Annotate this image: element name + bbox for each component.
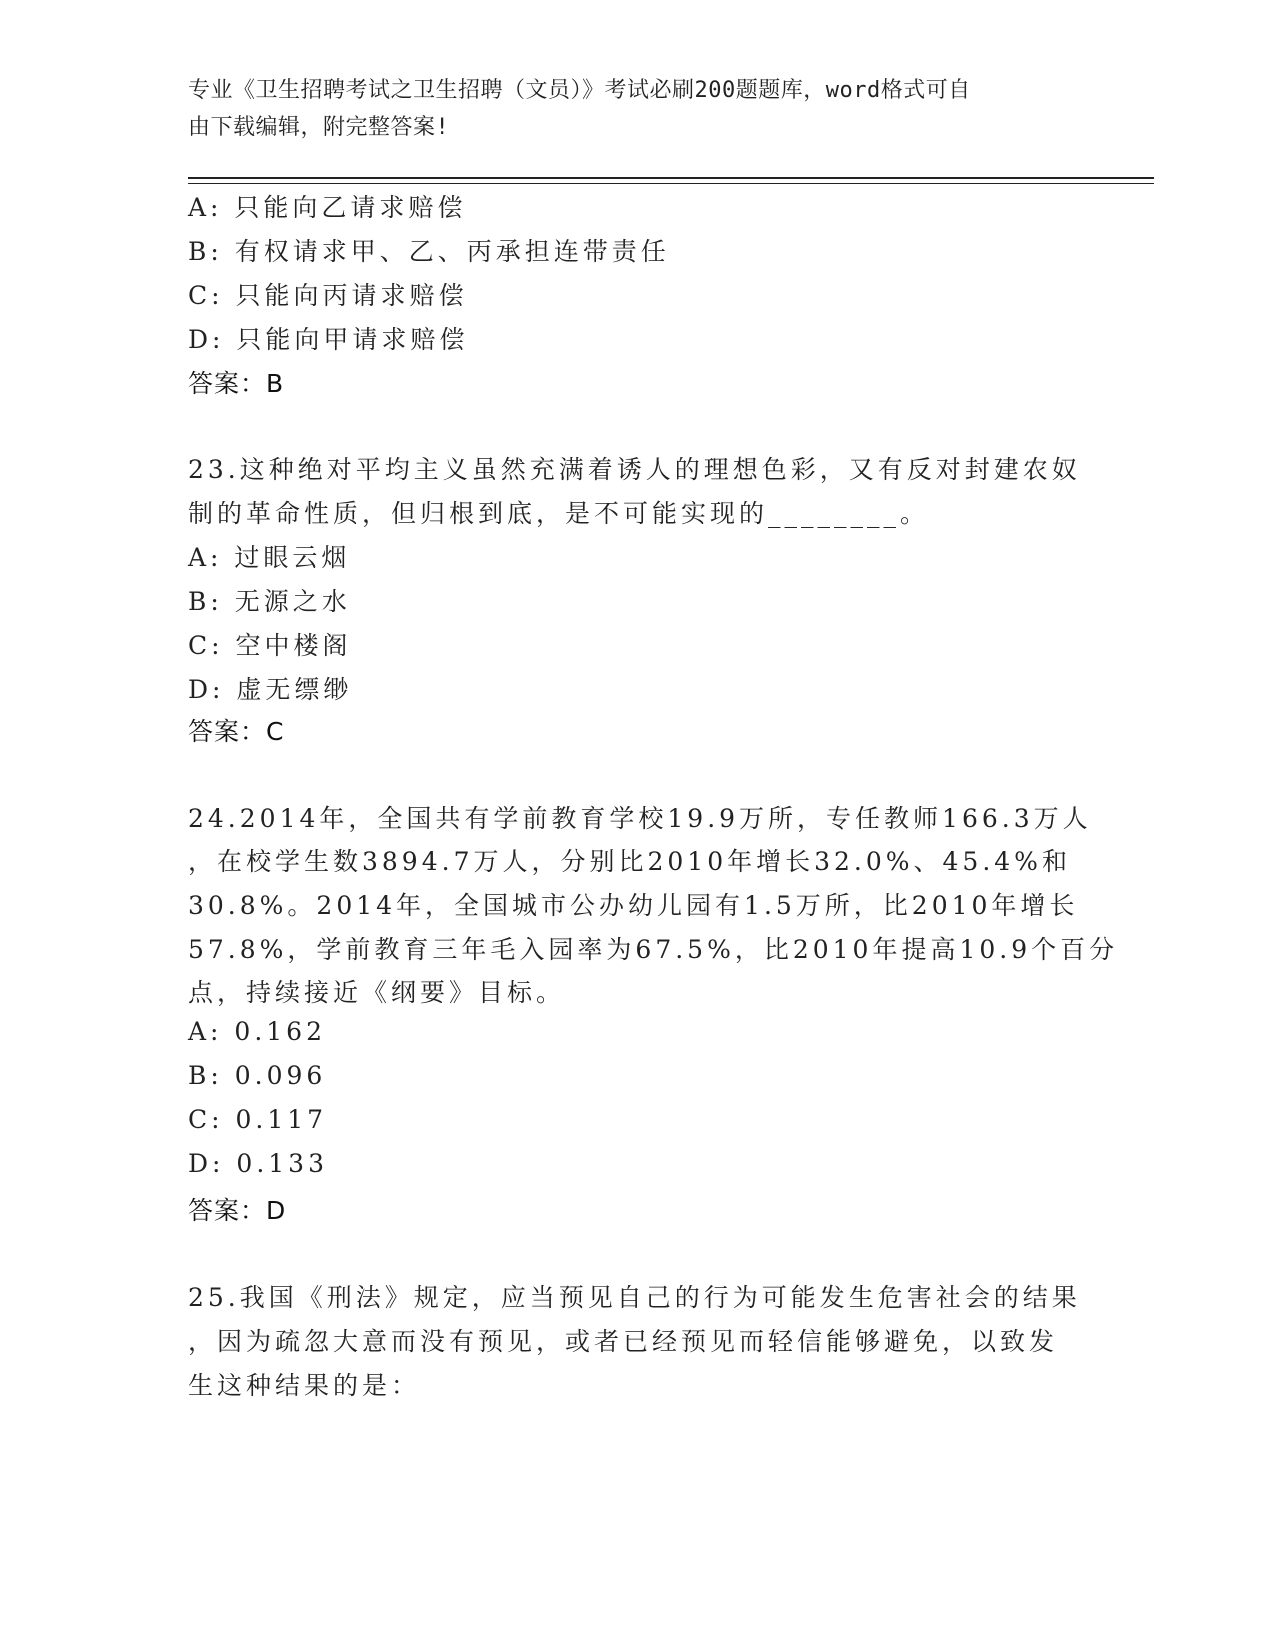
q23-answer: 答案：C [188,717,285,746]
q23-option-a: A: 过眼云烟 [188,543,351,572]
q22-option-c: C: 只能向丙请求赔偿 [188,281,468,310]
q22-answer: 答案：B [188,369,285,398]
header-divider-thick [188,177,1154,179]
document-header [188,72,1068,146]
header-divider-thin [188,183,1154,184]
header-title-line-2: 由下载编辑，附完整答案! [188,115,450,140]
q22-option-b: B: 有权请求甲、乙、丙承担连带责任 [188,237,670,266]
q24-stem-line-3: 30.8%。2014年，全国城市公办幼儿园有1.5万所，比2010年增长 [188,891,1079,920]
q23-option-b: B: 无源之水 [188,587,351,616]
q24-stem-line-1: 24.2014年，全国共有学前教育学校19.9万所，专任教师166.3万人 [188,804,1092,833]
q22-option-d: D: 只能向甲请求赔偿 [188,325,469,354]
q24-option-c: C: 0.117 [188,1105,328,1134]
q23-stem-line-2: 制的革命性质，但归根到底，是不可能实现的________。 [188,499,930,528]
q24-answer: 答案：D [188,1196,287,1225]
q23-option-c: C: 空中楼阁 [188,631,352,660]
q25-stem-line-3: 生这种结果的是： [188,1371,421,1400]
q24-option-b: B: 0.096 [188,1061,327,1090]
q24-option-a: A: 0.162 [188,1017,326,1046]
q24-stem-line-4: 57.8%，学前教育三年毛入园率为67.5%，比2010年提高10.9个百分 [188,935,1119,964]
q25-stem-line-2: ，因为疏忽大意而没有预见，或者已经预见而轻信能够避免，以致发 [188,1327,1059,1356]
q24-option-d: D: 0.133 [188,1149,328,1178]
q22-option-a: A: 只能向乙请求赔偿 [188,193,467,222]
q23-stem-line-1: 23.这种绝对平均主义虽然充满着诱人的理想色彩，又有反对封建农奴 [188,455,1081,484]
q23-option-d: D: 虚无缥缈 [188,675,353,704]
q25-stem-line-1: 25.我国《刑法》规定，应当预见自己的行为可能发生危害社会的结果 [188,1283,1081,1312]
header-title-line-1: 专业《卫生招聘考试之卫生招聘（文员）》考试必刷200题题库，word格式可自 [188,78,971,103]
q24-stem-line-2: ，在校学生数3894.7万人，分别比2010年增长32.0%、45.4%和 [188,847,1071,876]
q24-stem-line-5: 点，持续接近《纲要》目标。 [188,978,566,1007]
